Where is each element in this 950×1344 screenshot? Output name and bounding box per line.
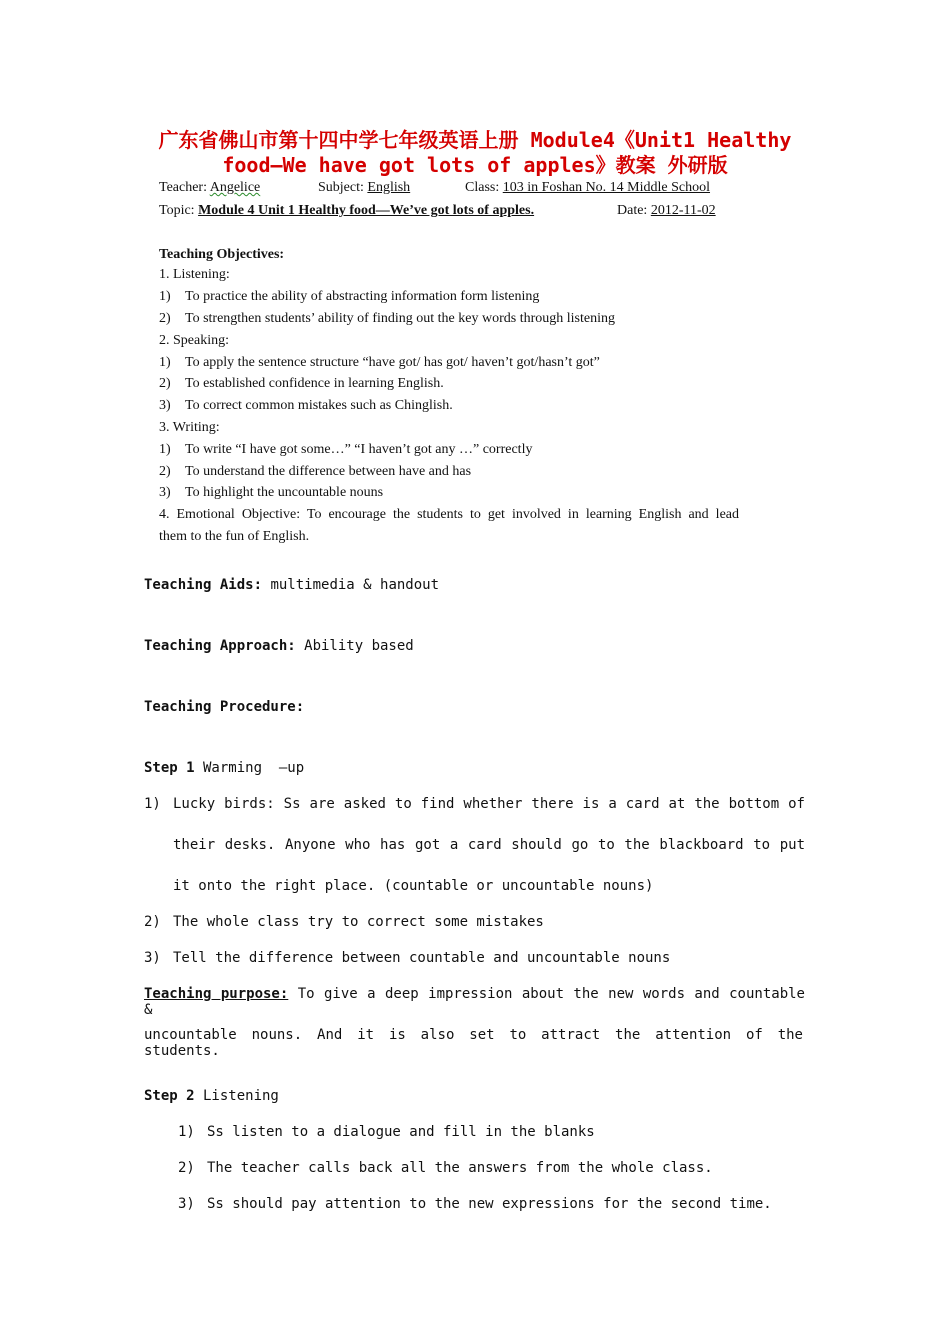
writing-item-1: 1) To write “I have got some…” “I haven’t got any …” correctly: [159, 442, 533, 457]
step-2-item-1: 1) Ss listen to a dialogue and fill in the blanks: [178, 1124, 595, 1140]
class-label: Class:: [465, 180, 500, 195]
step-2-item-3: 3) Ss should pay attention to the new expressions for the second time.: [178, 1196, 772, 1212]
date-field: [617, 203, 716, 219]
listening-item-1: 1) To practice the ability of abstracting information form listening: [159, 289, 540, 304]
teaching-approach: [144, 638, 414, 654]
class-field: [465, 180, 710, 196]
teaching-aids-label: Teaching Aids:: [144, 577, 263, 593]
class-value: 103 in Foshan No. 14 Middle School: [502, 180, 711, 195]
writing-item-3: 3) To highlight the uncountable nouns: [159, 485, 384, 500]
teaching-approach-label: Teaching Approach:: [144, 638, 296, 654]
subject-label: Subject:: [318, 180, 364, 195]
topic-field: [159, 203, 534, 219]
teacher-value: Angelice: [209, 180, 261, 195]
step-1-item-1-line-2: their desks. Anyone who has got a card should go to the blackboard to put: [173, 837, 805, 853]
teacher-label: Teacher:: [159, 180, 207, 195]
teaching-aids: [144, 577, 439, 593]
step-1-item-3: 3) Tell the difference between countable and uncountable nouns: [144, 950, 671, 966]
document-title-line-1: 广东省佛山市第十四中学七年级英语上册 Module4《Unit1 Healthy: [158, 128, 792, 152]
teaching-procedure-label: Teaching Procedure:: [144, 699, 305, 715]
date-label: Date:: [617, 203, 648, 218]
speaking-item-2: 2) To established confidence in learning English.: [159, 376, 444, 391]
step-2-title: Listening: [194, 1088, 279, 1104]
emotional-objective-line-1: 4. Emotional Objective: To encourage the students to get involved in learning English and lead: [159, 507, 739, 522]
teaching-purpose-text: To give a deep impression about the new words and countable &: [144, 986, 805, 1018]
document-title-line-2: food—We have got lots of apples》教案 外研版: [222, 153, 728, 177]
step-1-title: Warming –up: [194, 760, 305, 776]
subject-field: [318, 180, 410, 196]
teaching-aids-value: multimedia & handout: [262, 577, 440, 593]
topic-label: Topic:: [159, 203, 195, 218]
speaking-label: 2. Speaking:: [159, 333, 229, 348]
listening-label: 1. Listening:: [159, 267, 230, 282]
teaching-purpose-line-2: uncountable nouns. And it is also set to attract the attention of the students.: [144, 1027, 803, 1059]
step-2-heading: [144, 1088, 279, 1104]
speaking-item-3: 3) To correct common mistakes such as Chinglish.: [159, 398, 453, 413]
teaching-purpose-label: Teaching purpose:: [144, 986, 289, 1002]
teacher-field: [159, 180, 260, 196]
writing-item-2: 2) To understand the difference between have and has: [159, 464, 472, 479]
step-1-item-1-line-1: Lucky birds: Ss are asked to find whether there is a card at the bottom of: [173, 796, 805, 812]
step-2-label: Step 2: [144, 1088, 195, 1104]
objectives-heading: Teaching Objectives:: [159, 247, 285, 262]
emotional-objective-line-2: them to the fun of English.: [159, 529, 310, 544]
step-1-item-1-line-3: it onto the right place. (countable or uncountable nouns): [173, 878, 654, 894]
subject-value: English: [367, 180, 411, 195]
teaching-approach-value: Ability based: [295, 638, 414, 654]
step-2-item-2: 2) The teacher calls back all the answers from the whole class.: [178, 1160, 713, 1176]
step-1-label: Step 1: [144, 760, 195, 776]
step-1-item-2: 2) The whole class try to correct some mistakes: [144, 914, 544, 930]
writing-label: 3. Writing:: [159, 420, 220, 435]
listening-item-2: 2) To strengthen students’ ability of finding out the key words through listening: [159, 311, 615, 326]
teaching-purpose-line-1: [144, 986, 805, 1018]
step-1-item-1-num: 1): [144, 796, 161, 812]
topic-value: Module 4 Unit 1 Healthy food—We’ve got lots of apples.: [198, 203, 535, 218]
speaking-item-1: 1) To apply the sentence structure “have got/ has got/ haven’t got/hasn’t got”: [159, 355, 600, 370]
step-1-heading: [144, 760, 304, 776]
date-value: 2012-11-02: [650, 203, 716, 218]
